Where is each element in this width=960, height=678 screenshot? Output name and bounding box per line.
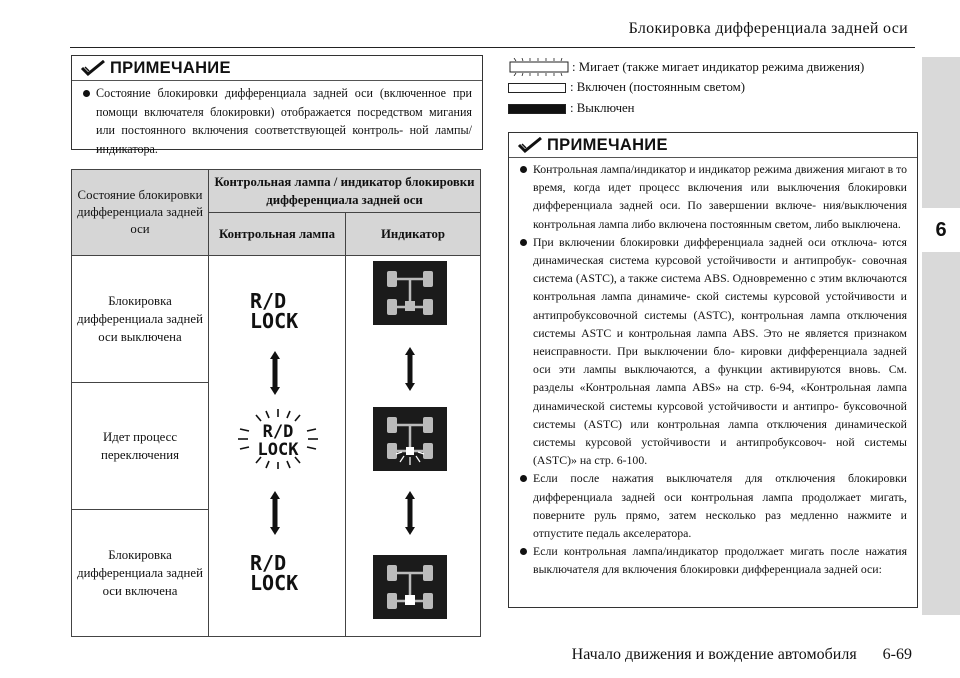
arrow-updown-icon bbox=[270, 351, 280, 395]
checkmark-icon bbox=[80, 60, 106, 76]
on-swatch-icon bbox=[508, 83, 566, 93]
note-left-title: ПРИМЕЧАНИЕ bbox=[110, 58, 231, 77]
arrow-updown-icon bbox=[405, 347, 415, 391]
footer-section: Начало движения и вождение автомобиля bbox=[571, 646, 857, 663]
arrow-updown-icon bbox=[270, 491, 280, 535]
note-right-title: ПРИМЕЧАНИЕ bbox=[547, 135, 668, 154]
page-footer bbox=[572, 646, 912, 664]
state-unlocked: Блокировка дифференциала задней оси выключена bbox=[72, 256, 209, 383]
legend-flashing bbox=[508, 58, 864, 76]
state-locked: Блокировка дифференциала задней оси включена bbox=[72, 510, 209, 637]
header-state: Состояние блокировки дифференциала задней оси bbox=[72, 170, 209, 256]
drivetrain-icon bbox=[373, 261, 447, 325]
note-right-header bbox=[509, 133, 917, 158]
drivetrain-icon bbox=[373, 407, 447, 471]
note-left-item: Состояние блокировки дифференциала задней оси (включенное при помощи включателя блокировки) отображается посредством мигания или постоянного включения соответствующей контроль- ной лампы/индикатора. bbox=[96, 84, 472, 158]
header-lamp-indicator: Контрольная лампа / индикатор блокировки дифференциала задней оси bbox=[209, 170, 481, 213]
rd-lock-lamp-line1: R/D bbox=[250, 551, 287, 575]
legend-on bbox=[508, 80, 745, 95]
note-left-header bbox=[72, 56, 482, 81]
state-switching: Идет процесс переключения bbox=[72, 383, 209, 510]
legend-off bbox=[508, 101, 635, 116]
off-swatch-icon bbox=[508, 104, 566, 114]
footer-page-number: 6-69 bbox=[882, 646, 912, 663]
drivetrain-indicator-on bbox=[373, 555, 447, 619]
note-right-item-4: Если контрольная лампа/индикатор продолжает мигать после нажатия выключателя для включения блокировки дифференциала задней оси: bbox=[533, 542, 907, 578]
note-right-item-1: Контрольная лампа/индикатор и индикатор режима движения мигают в то время, когда идет процесс включения или выключения блокировки дифференциала задней оси. По завершении включе- ния/выключения контрольная лампа либо включена постоянным светом, либо выключена. bbox=[533, 160, 907, 233]
flashing-swatch-icon bbox=[508, 58, 570, 76]
legend-on-text: : Включен (постоянным светом) bbox=[570, 80, 745, 94]
arrow-updown-icon bbox=[405, 491, 415, 535]
rd-lock-lamp-on bbox=[250, 553, 298, 593]
note-right bbox=[508, 132, 918, 608]
checkmark-icon bbox=[517, 137, 543, 153]
svg-text:LOCK: LOCK bbox=[257, 440, 299, 460]
legend-flashing-text: : Мигает (также мигает индикатор режима движения) bbox=[572, 59, 865, 74]
rd-lock-lamp-flashing bbox=[236, 407, 320, 471]
indicator-sequence bbox=[345, 255, 480, 625]
header-indicator: Индикатор bbox=[346, 213, 481, 256]
svg-text:R/D: R/D bbox=[262, 422, 294, 442]
rd-lock-lamp-line1: R/D bbox=[250, 289, 287, 313]
rd-lock-lamp-line2: LOCK bbox=[250, 571, 299, 595]
page-header-title: Блокировка дифференциала задней оси bbox=[628, 20, 908, 37]
rd-lock-lamp-off bbox=[250, 291, 298, 331]
note-right-item-2: При включении блокировки дифференциала задней оси отключа- ются динамическая система курсовой устойчивости и антипробук- совочная система (ASTC), а также система ABS. Одновременно с этим включаются контрольная лампа динамиче- ской системы курсовой устойчивости и антипробуксовочной системы (ASTC), контрольная лампа отключения системы ASTC и контрольная лампа ABS. Это не является признаком неисправности. При выключении бло- кировки дифференциала задней оси эти лампы выключаются, а функции активируются вновь. См. разделы «Контрольная лампа ABS» на стр. 6-94, «Контрольная лампа динамической системы курсовой устойчивости и антипро- буксовочной системы (ASTC) или контрольная лампа отключения динамической системы курсовой устойчивости и антипробуксовоч- ной системы (ASTC)» на стр. 6-100. bbox=[533, 233, 907, 470]
drivetrain-indicator-off bbox=[373, 261, 447, 325]
header-divider bbox=[70, 47, 915, 48]
lamp-sequence bbox=[208, 255, 344, 625]
note-right-item-3: Если после нажатия выключателя для отключения блокировки дифференциала задней оси контрольная лампа продолжает мигать, поверните руль прямо, затем несколько раз медленно нажмите и отпустите педаль акселератора. bbox=[533, 469, 907, 542]
chapter-number: 6 bbox=[922, 208, 960, 252]
header-lamp: Контрольная лампа bbox=[209, 213, 346, 256]
legend-off-text: : Выключен bbox=[570, 101, 635, 115]
drivetrain-indicator-flashing bbox=[373, 407, 447, 471]
rd-lock-lamp-line2: LOCK bbox=[250, 309, 299, 333]
note-left bbox=[71, 55, 483, 156]
chapter-side-tab bbox=[922, 57, 960, 615]
drivetrain-icon bbox=[373, 555, 447, 619]
